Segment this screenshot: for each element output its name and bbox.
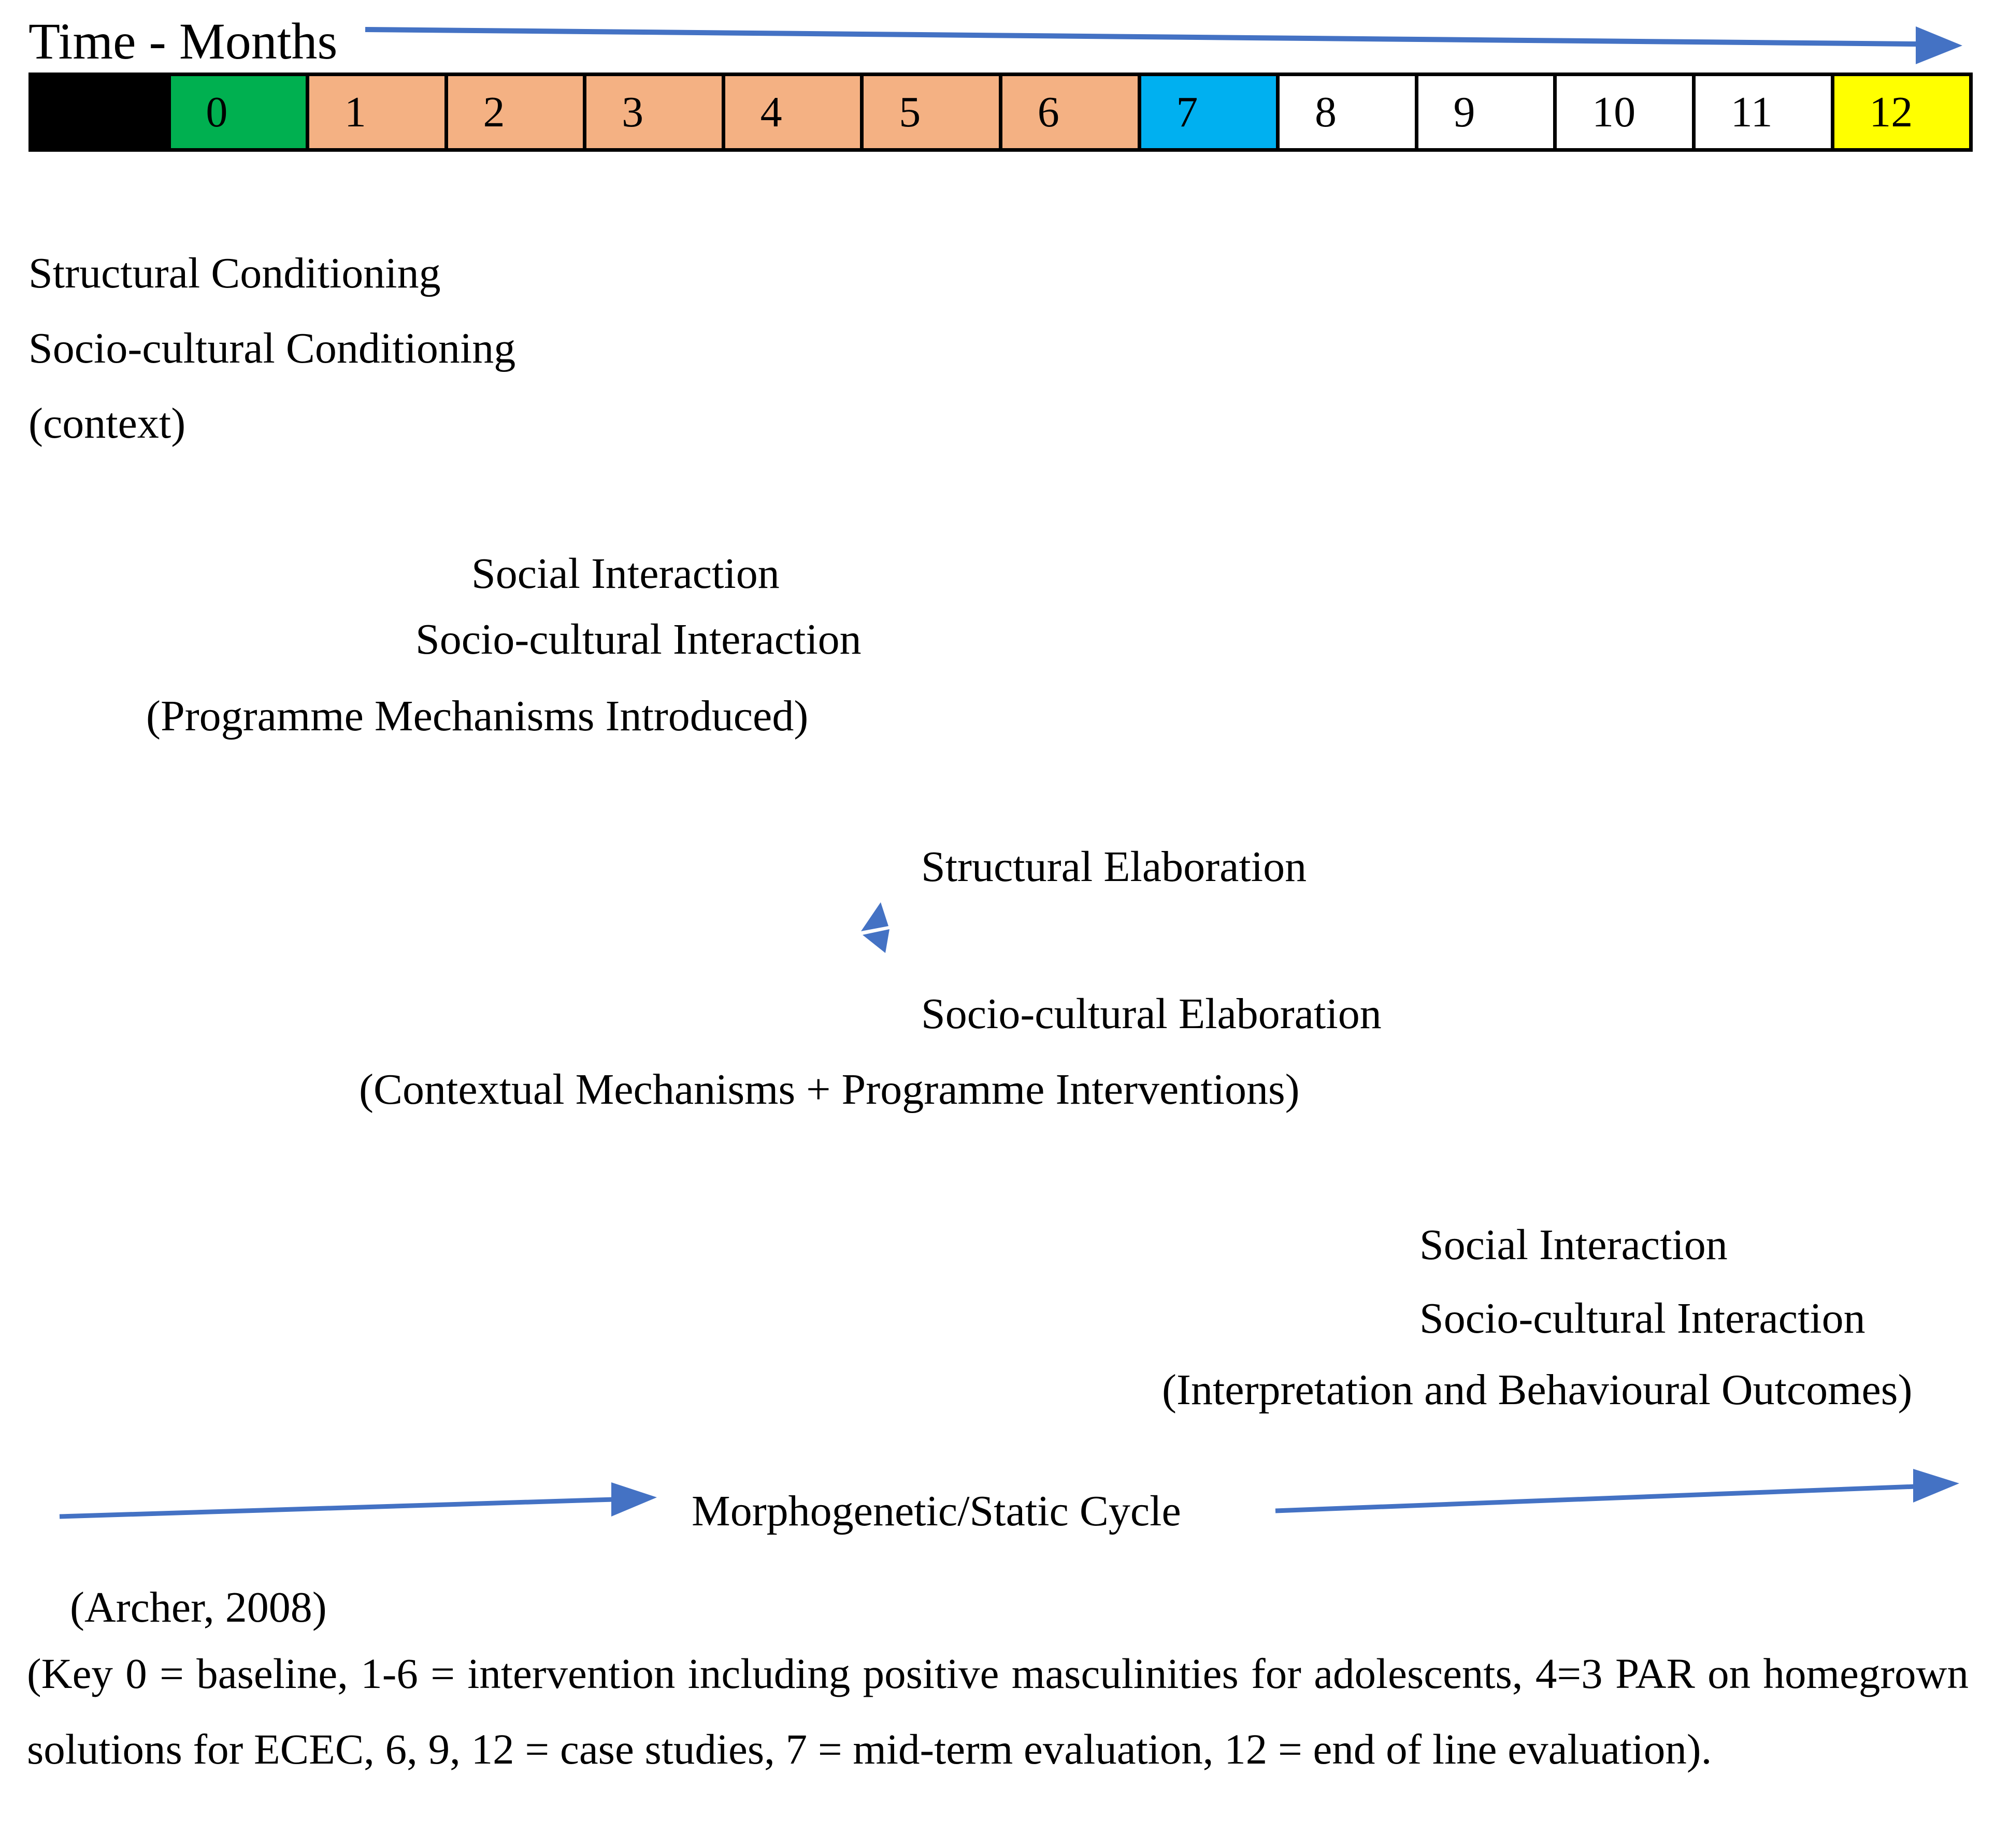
time-arrow-shaft [365, 30, 1918, 44]
double-triangle-top [861, 902, 888, 931]
timeline-cell-4 [722, 76, 860, 148]
elaboration-line-3: (Contextual Mechanisms + Programme Interventions) [359, 1065, 1300, 1114]
key-text: (Key 0 = baseline, 1-6 = intervention including positive masculinities for adolescents, 4=3 PAR on homegrown solutions for ECEC, 6, 9, 12 = case studies, 7 = mid-term evaluation, 12 = end of line evaluation). [27, 1650, 1969, 1773]
citation: (Archer, 2008) [70, 1583, 327, 1632]
timeline-cell-label: 11 [1730, 88, 1773, 136]
timeline-cell-label: 4 [760, 88, 782, 136]
timeline-cell-lead [32, 76, 167, 148]
cycle-label: Morphogenetic/Static Cycle [692, 1487, 1181, 1535]
timeline-cell-label: 8 [1314, 88, 1337, 136]
cycle-arrow-right-head [1913, 1469, 1959, 1503]
timeline-cell-label: 1 [344, 88, 366, 136]
timeline-cell-1 [306, 76, 444, 148]
timeline-cell-label: 3 [622, 88, 644, 136]
timeline-axis-title: Time - Months [28, 12, 338, 70]
timeline-cell-5 [860, 76, 999, 148]
interaction2-line-1: Social Interaction [1419, 1221, 1728, 1269]
timeline-cell-9 [1415, 76, 1554, 148]
timeline-cell-10 [1553, 76, 1692, 148]
timeline-cell-label: 5 [899, 88, 921, 136]
timeline-cell-2 [444, 76, 583, 148]
cycle-arrow-left-head [611, 1482, 657, 1517]
cycle-arrow-right-shaft [1275, 1486, 1916, 1511]
timeline-cell-3 [583, 76, 722, 148]
timeline-cell-label: 2 [483, 88, 505, 136]
timeline-cell-0 [167, 76, 306, 148]
timeline-cell-6 [999, 76, 1138, 148]
timeline-cell-label: 12 [1869, 88, 1913, 136]
timeline-cell-label: 6 [1037, 88, 1059, 136]
interaction2-line-2: Socio-cultural Interaction [1419, 1294, 1865, 1342]
timeline-cell-label: 7 [1176, 88, 1198, 136]
timeline-cell-label: 10 [1592, 88, 1636, 136]
interaction1-line-3: (Programme Mechanisms Introduced) [146, 692, 809, 740]
timeline-cell-8 [1276, 76, 1415, 148]
cycle-arrow-left [60, 1482, 657, 1517]
time-arrow [365, 26, 1962, 64]
timeline-cell-label: 9 [1453, 88, 1475, 136]
timeline-cell-label: 0 [206, 88, 228, 136]
interaction2-line-3: (Interpretation and Behavioural Outcomes) [1162, 1366, 1913, 1414]
double-triangle-icon [861, 902, 889, 953]
cycle-arrow-right [1275, 1469, 1959, 1511]
timeline-month-bar [28, 73, 1973, 152]
conditioning-line-2: Socio-cultural Conditioning [28, 324, 516, 372]
time-arrow-head [1916, 26, 1962, 64]
conditioning-line-3: (context) [28, 399, 186, 447]
elaboration-line-2: Socio-cultural Elaboration [921, 990, 1382, 1038]
timeline-cell-7 [1138, 76, 1276, 148]
cycle-arrow-left-shaft [60, 1499, 614, 1517]
elaboration-line-1: Structural Elaboration [921, 843, 1307, 891]
interaction1-line-1: Social Interaction [471, 550, 780, 598]
double-triangle-bottom [863, 929, 889, 953]
conditioning-line-1: Structural Conditioning [28, 249, 441, 297]
timeline-cell-12 [1831, 76, 1970, 148]
timeline-cell-11 [1692, 76, 1831, 148]
interaction1-line-2: Socio-cultural Interaction [415, 615, 862, 663]
